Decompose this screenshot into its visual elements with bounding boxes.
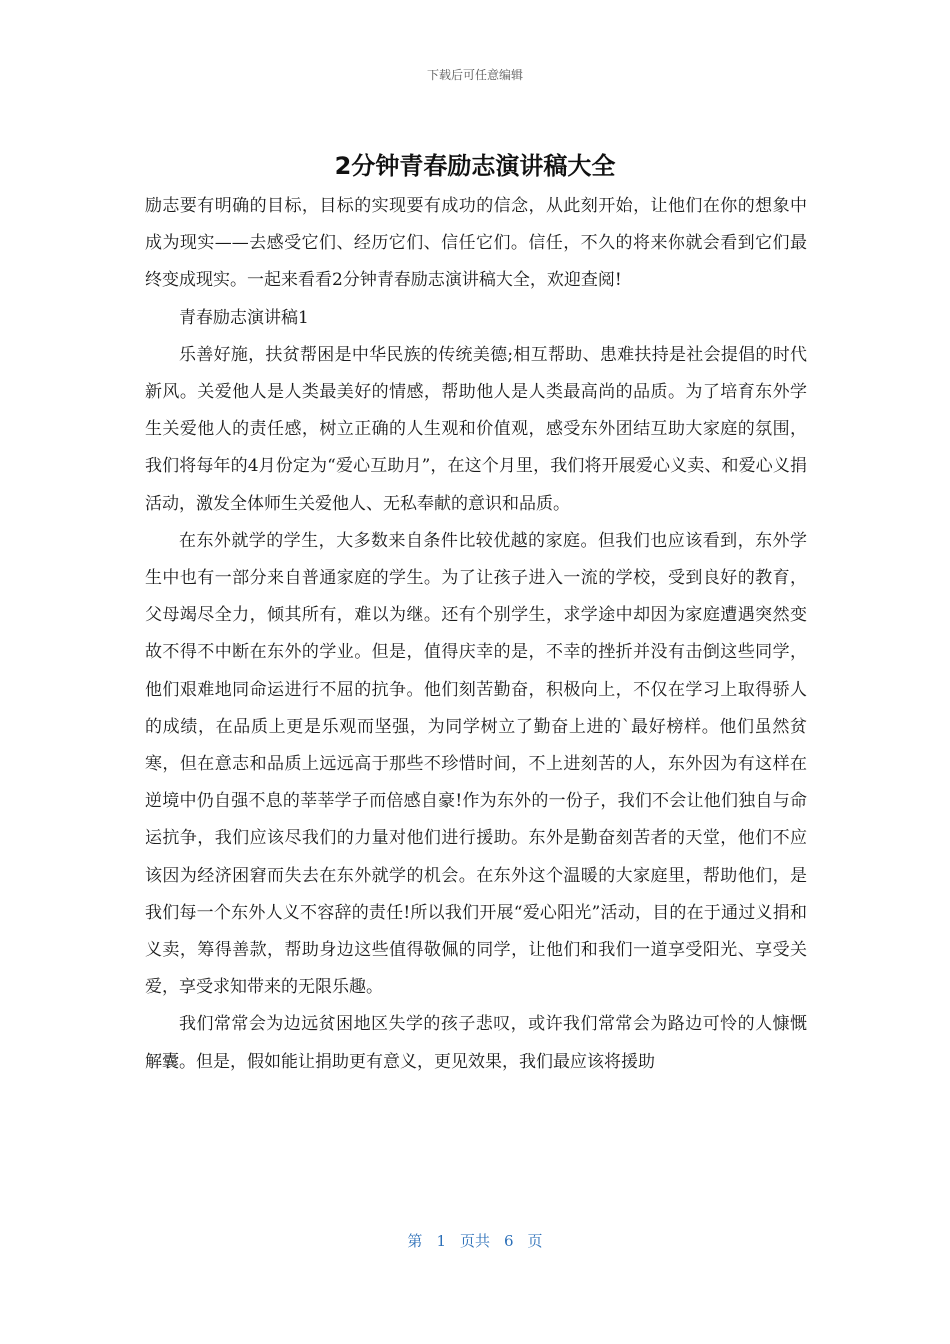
section-heading: 青春励志演讲稿1 (179, 307, 309, 328)
document-title: 2分钟青春励志演讲稿大全 (334, 152, 616, 180)
intro-paragraph: 励志要有明确的目标，目标的实现要有成功的信念，从此刻开始，让他们在你的想象中成为现实——去感受它们、经历它们、信任它们。信任，不久的将来你就会看到它们最终变成现实。一起来看看2分钟青春励志演讲稿大全，欢迎查阅! (145, 196, 807, 291)
body-paragraph: 乐善好施，扶贫帮困是中华民族的传统美德;相互帮助、患难扶持是社会提倡的时代新风。关爱他人是人类最美好的情感，帮助他人是人类最高尚的品质。为了培育东外学生关爱他人的责任感，树立正确的人生观和价值观，感受东外团结互助大家庭的氛围，我们将每年的4月份定为“爱心互助月”，在这个月里，我们将开展爱心义卖、和爱心义捐活动，激发全体师生关爱他人、无私奉献的意识和品质。 (145, 344, 807, 514)
footer-current-page: 1 (436, 1232, 446, 1250)
body-paragraph: 我们常常会为边远贫困地区失学的孩子悲叹，或许我们常常会为路边可怜的人慷慨解囊。但是，假如能让捐助更有意义，更见效果，我们最应该将援助 (145, 1014, 807, 1072)
footer-suffix: 页 (527, 1232, 543, 1250)
footer-prefix: 第 (407, 1232, 423, 1250)
page-footer (0, 1230, 950, 1251)
footer-total-pages: 6 (504, 1232, 514, 1250)
document-body (145, 188, 807, 1081)
page-header-note: 下载后可任意编辑 (426, 68, 523, 82)
footer-middle: 页共 (459, 1232, 490, 1250)
body-paragraph: 在东外就学的学生，大多数来自条件比较优越的家庭。但我们也应该看到，东外学生中也有一部分来自普通家庭的学生。为了让孩子进入一流的学校，受到良好的教育，父母竭尽全力，倾其所有，难以为继。还有个别学生，求学途中却因为家庭遭遇突然变故不得不中断在东外的学业。但是，值得庆幸的是，不幸的挫折并没有击倒这些同学，他们艰难地同命运进行不屈的抗争。他们刻苦勤奋，积极向上，不仅在学习上取得骄人的成绩，在品质上更是乐观而坚强，为同学树立了勤奋上进的`最好榜样。他们虽然贫寒，但在意志和品质上远远高于那些不珍惜时间，不上进刻苦的人，东外因为有这样在逆境中仍自强不息的莘莘学子而倍感自豪!作为东外的一份子，我们不会让他们独自与命运抗争，我们应该尽我们的力量对他们进行援助。东外是勤奋刻苦者的天堂，他们不应该因为经济困窘而失去在东外就学的机会。在东外这个温暖的大家庭里，帮助他们，是我们每一个东外人义不容辞的责任!所以我们开展“爱心阳光”活动，目的在于通过义捐和义卖，筹得善款，帮助身边这些值得敬佩的同学，让他们和我们一道享受阳光、享受关爱，享受求知带来的无限乐趣。 (145, 530, 807, 998)
